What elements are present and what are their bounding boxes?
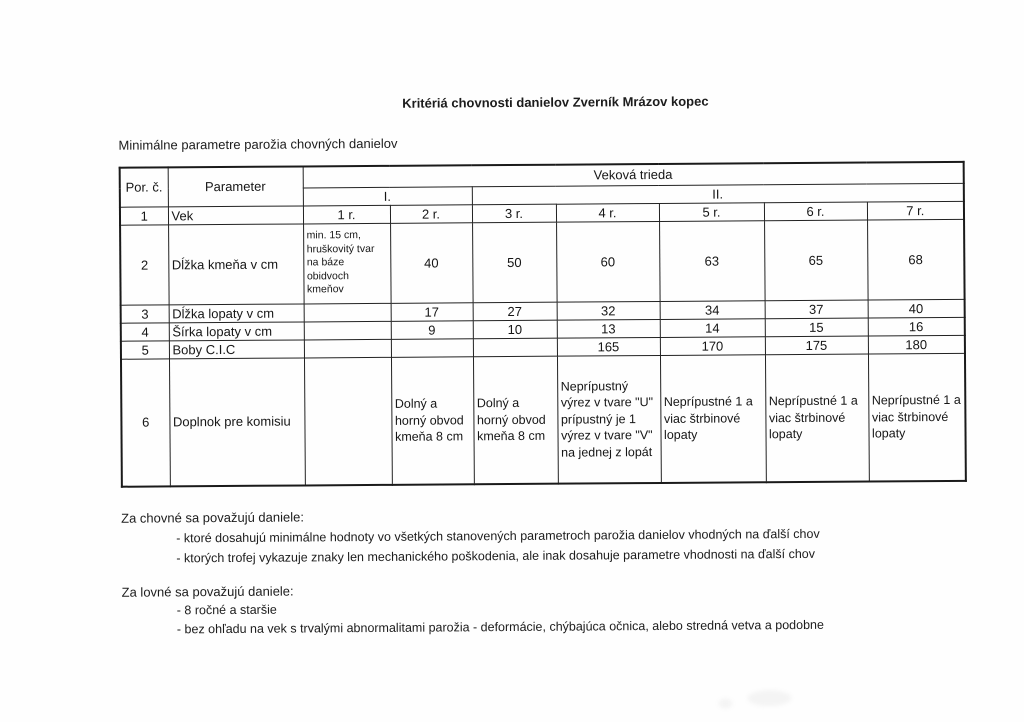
table-cell: 180 bbox=[868, 335, 965, 354]
page-title: Kritériá chovnosti danielov Zverník Mrázov kopec bbox=[402, 93, 709, 111]
table-cell bbox=[473, 338, 557, 357]
parameter-cell: Šírka lopaty v cm bbox=[169, 321, 304, 340]
table-cell: 3 r. bbox=[472, 204, 556, 223]
breeding-note-item: - ktorých trofej vykazuje znaky len mechanického poškodenia, ale inak dosahuje parametre vhodnosti na ďalší chov bbox=[176, 546, 816, 566]
parameter-cell: Boby C.I.C bbox=[169, 339, 304, 358]
table-cell: 40 bbox=[868, 299, 965, 318]
row-number-cell: 3 bbox=[121, 304, 169, 322]
table-cell: 65 bbox=[764, 220, 868, 301]
table-cell: Dolný a horný obvod kmeňa 8 cm bbox=[391, 356, 474, 485]
table-cell bbox=[304, 357, 392, 486]
breeding-notes-heading: Za chovné sa považujú daniele: bbox=[121, 509, 305, 526]
criteria-table bbox=[119, 161, 967, 488]
table-cell: 170 bbox=[660, 336, 765, 355]
col-header-class-i: I. bbox=[303, 186, 472, 205]
col-header-order-no: Por. č. bbox=[120, 167, 168, 206]
breeding-note-item: - ktoré dosahujú minimálne hodnoty vo všetkých stanovených parametroch parožia danielov vhodných na ďalší chov bbox=[176, 526, 820, 546]
row-number-cell: 4 bbox=[121, 322, 169, 340]
table-cell: 60 bbox=[556, 221, 660, 302]
table-cell: 6 r. bbox=[764, 202, 867, 221]
hunting-note-item: - bez ohľadu na vek s trvalými abnormalitami parožia - deformácie, chýbajúca očnica, alebo stredná vetva a podobne bbox=[176, 617, 824, 637]
col-header-class-ii: II. bbox=[472, 183, 964, 204]
col-header-parameter: Parameter bbox=[168, 166, 303, 206]
row-number-cell: 1 bbox=[120, 206, 168, 224]
parameter-cell: Dĺžka kmeňa v cm bbox=[168, 223, 304, 304]
table-cell: 34 bbox=[660, 300, 765, 319]
table-cell: 15 bbox=[765, 318, 868, 337]
hunting-note-item: - 8 ročné a staršie bbox=[176, 602, 277, 618]
table-cell: 5 r. bbox=[659, 202, 764, 221]
table-cell: 50 bbox=[472, 222, 557, 303]
table-cell: 27 bbox=[473, 302, 557, 321]
table-cell: 14 bbox=[660, 318, 765, 337]
row-number-cell: 2 bbox=[120, 224, 169, 304]
table-cell bbox=[304, 339, 391, 358]
table-cell: 175 bbox=[765, 336, 868, 355]
parameter-cell: Vek bbox=[168, 205, 303, 224]
page-subtitle: Minimálne parametre parožia chovných danielov bbox=[118, 135, 398, 153]
table-row-dlzka-kmena bbox=[120, 219, 965, 305]
row-number-cell: 5 bbox=[121, 340, 169, 358]
table-cell: 4 r. bbox=[556, 203, 659, 222]
table-cell: 40 bbox=[390, 222, 473, 303]
table-cell: 1 r. bbox=[303, 205, 390, 224]
table-cell: Dolný a horný obvod kmeňa 8 cm bbox=[473, 356, 558, 485]
hunting-notes-heading: Za lovné sa považujú daniele: bbox=[121, 583, 294, 600]
table-cell: 17 bbox=[391, 302, 473, 321]
table-cell bbox=[391, 338, 473, 357]
table-cell: 10 bbox=[473, 320, 557, 339]
table-cell: 63 bbox=[659, 220, 765, 301]
parameter-cell: Doplnok pre komisiu bbox=[169, 357, 305, 486]
table-cell: Neprípustné 1 a viac štrbinové lopaty bbox=[868, 353, 966, 482]
table-cell: 37 bbox=[765, 300, 868, 319]
table-cell: min. 15 cm, hruškovitý tvar na báze obidvoch kmeňov bbox=[303, 223, 391, 304]
row-number-cell: 6 bbox=[121, 358, 170, 486]
table-cell: 2 r. bbox=[390, 204, 472, 223]
table-cell: Neprípustný výrez v tvare "U" prípustný je 1 výrez v tvare "V" na jednej z lopát bbox=[557, 355, 661, 484]
table-cell: 16 bbox=[868, 317, 965, 336]
table-cell: 7 r. bbox=[867, 201, 964, 220]
table-cell bbox=[304, 321, 391, 340]
table-cell bbox=[304, 303, 391, 322]
scan-smudge-artifact bbox=[718, 698, 732, 708]
col-header-age-class-group: Veková trieda bbox=[303, 162, 964, 188]
table-cell: Neprípustné 1 a viac štrbinové lopaty bbox=[765, 354, 869, 483]
table-cell: 32 bbox=[557, 301, 660, 320]
table-cell: 165 bbox=[557, 337, 660, 356]
parameter-cell: Dĺžka lopaty v cm bbox=[169, 303, 304, 322]
table-cell: 9 bbox=[391, 320, 473, 339]
table-cell: Neprípustné 1 a viac štrbinové lopaty bbox=[660, 354, 766, 483]
table-cell: 13 bbox=[557, 319, 660, 338]
table-row-doplnok bbox=[121, 353, 966, 487]
scan-smudge-artifact bbox=[747, 690, 791, 706]
table-cell: 68 bbox=[867, 219, 965, 300]
